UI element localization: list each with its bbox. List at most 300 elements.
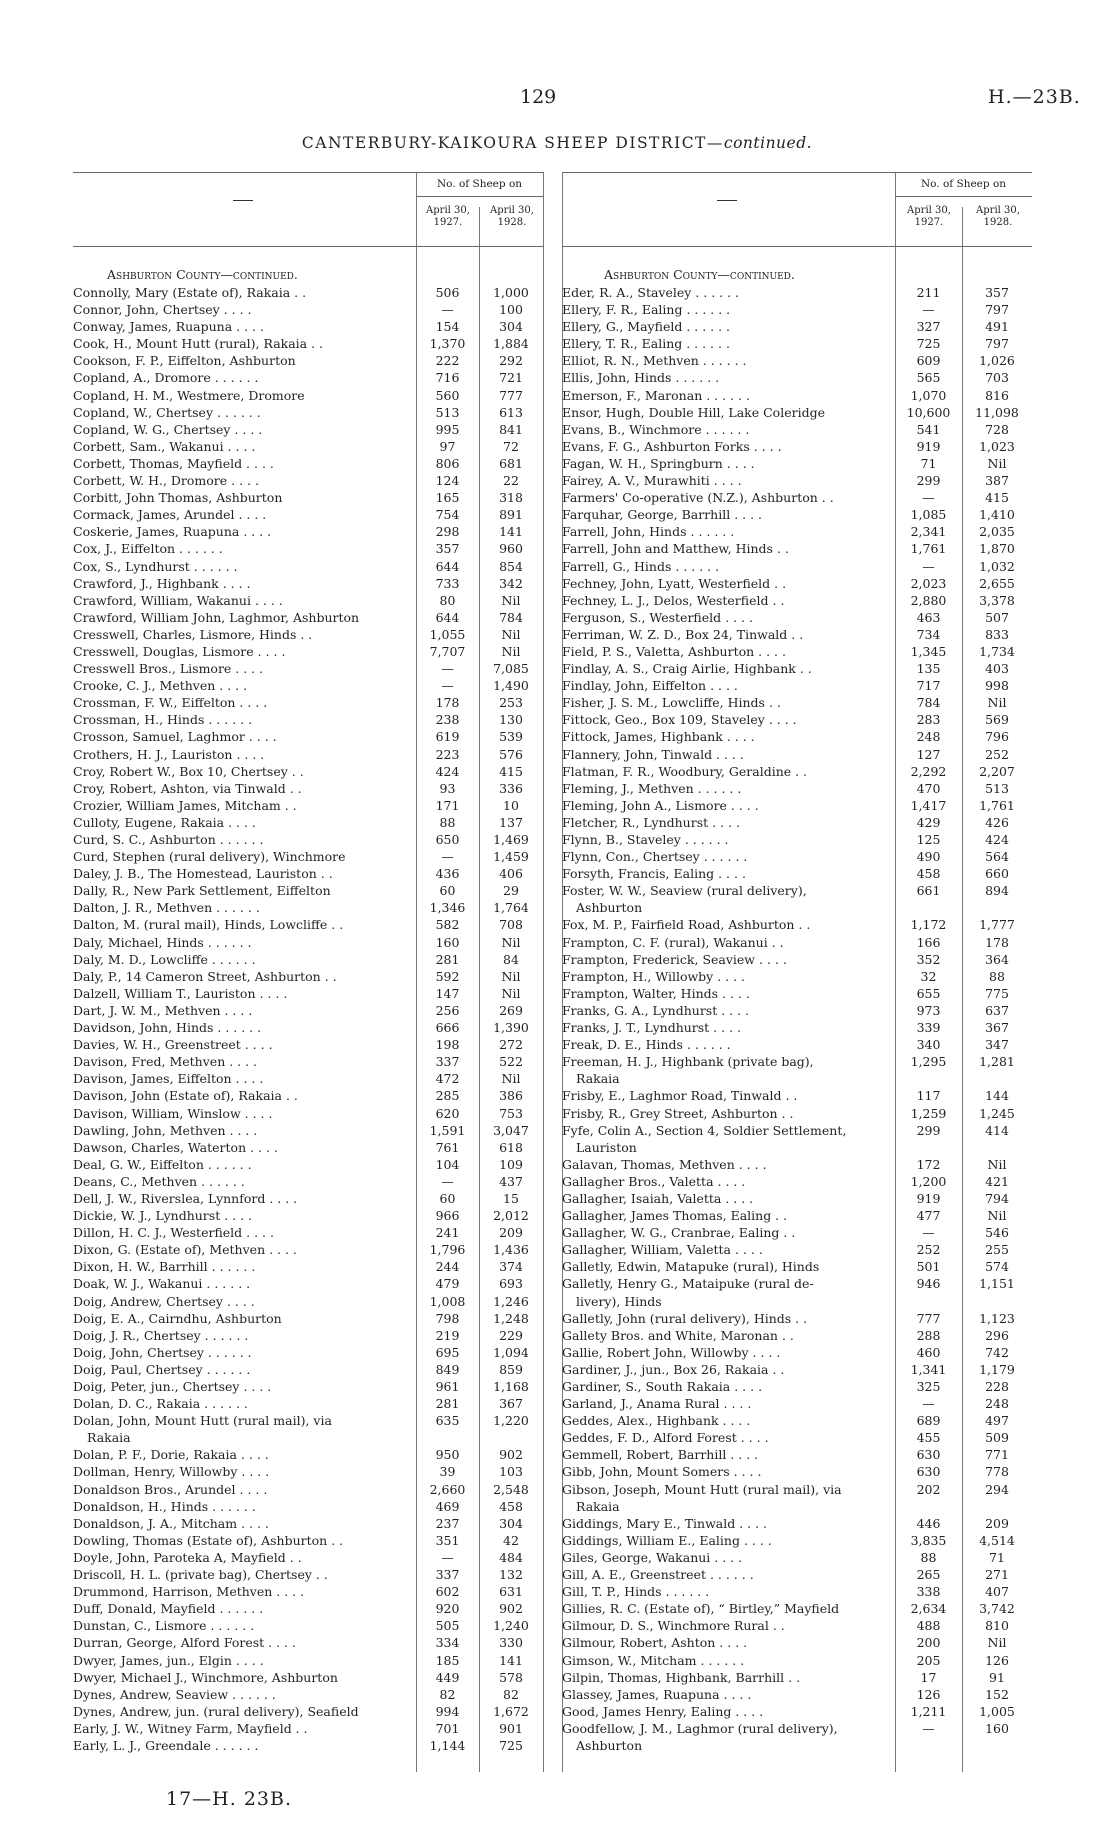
row-value-1928: Nil: [501, 643, 521, 659]
row-value-1928: Nil: [501, 934, 521, 950]
row-value-1927: 88: [920, 1549, 937, 1565]
row-value-1928: 1,281: [979, 1054, 1015, 1070]
row-name: Early, L. J., Greendale . . . . . .: [73, 1737, 259, 1753]
row-value-1928: 775: [985, 985, 1009, 1001]
table-row: [562, 1344, 1032, 1361]
row-value-1927: 716: [435, 370, 460, 386]
row-name: Cook, H., Mount Hutt (rural), Rakaia . .: [73, 336, 324, 352]
row-value-1927: 1,070: [910, 387, 947, 403]
table-row: [562, 626, 1032, 643]
row-value-1927: 351: [435, 1532, 460, 1548]
table-row: [73, 1344, 543, 1361]
table-row: [562, 404, 1032, 421]
row-value-1928: 660: [985, 866, 1009, 882]
right-header-col1: April 30, 1927.: [907, 205, 951, 228]
row-name: Dillon, H. C. J., Westerfield . . . .: [73, 1225, 274, 1241]
row-value-1927: 477: [916, 1208, 941, 1224]
table-row: [562, 1327, 1032, 1344]
row-value-1928: 137: [499, 814, 523, 830]
row-value-1927: [416, 1429, 479, 1446]
row-name: Davies, W. H., Greenstreet . . . .: [73, 1037, 273, 1053]
table-row: [562, 1669, 1032, 1686]
row-name: Conway, James, Ruapuna . . . .: [73, 319, 264, 335]
row-value-1928: 1,026: [979, 353, 1015, 369]
row-value-1927: 88: [439, 814, 456, 830]
table-row: [73, 1583, 543, 1600]
row-value-1927: 165: [435, 490, 460, 506]
table-row: [73, 421, 543, 438]
row-value-1928: 272: [499, 1037, 523, 1053]
row-value-1927: 60: [439, 883, 456, 899]
row-value-1928: 1,220: [493, 1413, 529, 1429]
row-value-1927: 285: [435, 1088, 460, 1104]
row-value-1928: 841: [499, 421, 523, 437]
table-row: [73, 318, 543, 335]
row-value-1927: 806: [435, 455, 460, 471]
table-row: [73, 780, 543, 797]
table-row: [73, 1173, 543, 1190]
row-value-1927: 202: [916, 1481, 941, 1497]
table-row: [562, 1378, 1032, 1395]
row-value-1928: 1,005: [979, 1703, 1015, 1719]
table-row: [562, 951, 1032, 968]
row-name: Dickie, W. J., Lyndhurst . . . .: [73, 1208, 253, 1224]
row-value-1928: 130: [499, 712, 523, 728]
row-name: Crawford, William, Wakanui . . . .: [73, 592, 283, 608]
table-row: [562, 1446, 1032, 1463]
row-value-1927: 1,591: [429, 1122, 466, 1138]
row-value-1928: 255: [985, 1242, 1009, 1258]
table-row: [73, 848, 543, 865]
row-value-1928: 1,023: [979, 438, 1015, 454]
row-name: Garland, J., Anama Rural . . . .: [562, 1396, 752, 1412]
table-row: [562, 865, 1032, 882]
row-name: Dalton, J. R., Methven . . . . . .: [73, 900, 260, 916]
row-value-1928: 574: [985, 1259, 1009, 1275]
row-value-1927: 644: [435, 558, 460, 574]
row-value-1928: 141: [499, 524, 523, 540]
table-row: [73, 746, 543, 763]
table-row: [562, 352, 1032, 369]
row-name: livery), Hinds: [576, 1293, 662, 1309]
row-name: Durran, George, Alford Forest . . . .: [73, 1635, 296, 1651]
table-row: [562, 609, 1032, 626]
row-value-1927: 339: [916, 1020, 941, 1036]
row-value-1927: 961: [435, 1379, 460, 1394]
row-value-1928: 902: [499, 1447, 523, 1463]
table-row: [73, 1395, 543, 1412]
row-value-1927: 2,660: [429, 1481, 466, 1497]
row-name: Giddings, Mary E., Tinwald . . . .: [562, 1515, 768, 1531]
right-header-col2: April 30, 1928.: [976, 205, 1020, 228]
row-name: Cookson, F. P., Eiffelton, Ashburton: [73, 353, 296, 369]
row-value-1928: 777: [499, 387, 523, 403]
row-name: Daly, M. D., Lowcliffe . . . . . .: [73, 951, 256, 967]
row-value-1928: 725: [499, 1737, 523, 1753]
row-value-1928: 484: [499, 1549, 523, 1565]
row-value-1928: 15: [503, 1190, 519, 1206]
table-row: [73, 558, 543, 575]
table-row: [73, 711, 543, 728]
row-name: Fleming, J., Methven . . . . . .: [562, 780, 742, 796]
row-name: Corbett, W. H., Dromore . . . .: [73, 473, 259, 489]
row-value-1927: 357: [435, 541, 460, 557]
row-name: Davison, John (Estate of), Rakaia . .: [73, 1088, 298, 1104]
table-row: [73, 1532, 543, 1549]
row-name: Gimson, W., Mitcham . . . . . .: [562, 1652, 745, 1668]
left-header-bottom-rule: [73, 246, 543, 247]
row-name: Fyfe, Colin A., Section 4, Soldier Settlement,: [562, 1122, 847, 1138]
table-row: [562, 882, 1032, 899]
row-value-1928: 304: [499, 319, 523, 335]
row-name: Galavan, Thomas, Methven . . . .: [562, 1156, 767, 1172]
row-name: Corbett, Sam., Wakanui . . . .: [73, 438, 256, 454]
row-value-1928: 1,436: [493, 1242, 529, 1258]
row-name: Freeman, H. J., Highbank (private bag),: [562, 1054, 814, 1070]
table-row: [562, 643, 1032, 660]
row-name: Drummond, Harrison, Methven . . . .: [73, 1584, 305, 1600]
row-name: Gilmour, D. S., Winchmore Rural . .: [562, 1618, 785, 1634]
row-value-1927: 655: [916, 985, 941, 1001]
row-value-1927: 644: [435, 609, 460, 625]
row-value-1927: [895, 1293, 962, 1310]
right-header-underline: [895, 196, 1032, 197]
left-header-col2: April 30, 1928.: [490, 205, 534, 228]
row-name: Foster, W. W., Seaview (rural delivery),: [562, 883, 807, 899]
row-value-1927: —: [922, 302, 935, 318]
row-value-1928: 491: [985, 319, 1009, 335]
row-value-1927: 325: [916, 1379, 941, 1394]
row-name: Dixon, H. W., Barrhill . . . . . .: [73, 1259, 256, 1275]
table-row: [73, 472, 543, 489]
table-row: [562, 934, 1032, 951]
row-value-1927: 717: [916, 678, 941, 694]
row-value-1928: 1,179: [979, 1361, 1015, 1377]
row-value-1927: 1,211: [910, 1703, 947, 1719]
row-value-1928: 458: [499, 1498, 523, 1514]
row-value-1928: 891: [499, 507, 523, 523]
row-name: Dawson, Charles, Waterton . . . .: [73, 1139, 278, 1155]
row-name: Curd, Stephen (rural delivery), Winchmore: [73, 849, 346, 865]
row-name: Early, J. W., Witney Farm, Mayfield . .: [73, 1720, 308, 1736]
left-header-col1: April 30, 1927.: [426, 205, 470, 228]
row-value-1928: 721: [499, 370, 523, 386]
row-value-1928: 1,672: [493, 1703, 529, 1719]
row-name: Copland, H. M., Westmere, Dromore: [73, 387, 305, 403]
row-value-1928: [479, 1429, 543, 1446]
row-value-1927: 281: [435, 1396, 460, 1412]
row-name: Ashburton: [576, 900, 643, 916]
row-name: Goodfellow, J. M., Laghmor (rural delivery),: [562, 1720, 838, 1736]
table-row: [73, 660, 543, 677]
row-value-1928: 1,094: [493, 1344, 529, 1360]
table-row: [562, 1515, 1032, 1532]
table-row: [73, 1241, 543, 1258]
row-value-1927: 104: [435, 1156, 460, 1172]
row-value-1928: 1,764: [493, 900, 529, 916]
row-value-1928: 84: [503, 951, 519, 967]
left-table-header: [73, 172, 543, 248]
row-value-1928: 854: [499, 558, 523, 574]
row-name: Dell, J. W., Riverslea, Lynnford . . . .: [73, 1190, 298, 1206]
left-section-label: Ashburton County—continued.: [107, 267, 298, 282]
table-row: [73, 728, 543, 745]
table-row: [562, 506, 1032, 523]
row-name: Farquhar, George, Barrhill . . . .: [562, 507, 763, 523]
table-row: [73, 352, 543, 369]
table-row: [73, 1463, 543, 1480]
row-value-1928: 1,032: [979, 558, 1015, 574]
row-value-1928: 901: [499, 1720, 523, 1736]
row-value-1928: 497: [985, 1413, 1009, 1429]
table-row: [562, 916, 1032, 933]
row-value-1928: 415: [499, 763, 523, 779]
row-name: Copland, W., Chertsey . . . . . .: [73, 404, 261, 420]
row-value-1927: 327: [916, 319, 941, 335]
table-row: [562, 1139, 1032, 1156]
row-value-1927: 39: [439, 1464, 456, 1480]
row-value-1928: 2,012: [493, 1208, 529, 1224]
row-value-1927: 2,292: [910, 763, 947, 779]
title-main: CANTERBURY-KAIKOURA SHEEP DISTRICT—: [301, 134, 724, 152]
table-row: [73, 694, 543, 711]
row-name: Fairey, A. V., Murawhiti . . . .: [562, 473, 742, 489]
title-continued: continued.: [723, 134, 813, 152]
row-name: Evans, B., Winchmore . . . . . .: [562, 421, 750, 437]
row-value-1928: 269: [499, 1002, 523, 1018]
row-value-1928: 82: [503, 1686, 519, 1702]
row-value-1927: 472: [435, 1071, 460, 1087]
row-value-1927: 777: [916, 1310, 941, 1326]
table-row: [562, 1498, 1032, 1515]
row-name: Frisby, E., Laghmor Road, Tinwald . .: [562, 1088, 798, 1104]
table-row: [562, 1737, 1032, 1754]
row-value-1928: 1,245: [979, 1105, 1015, 1121]
row-value-1927: 2,880: [910, 592, 947, 608]
table-row: [562, 1652, 1032, 1669]
row-name: Cox, S., Lyndhurst . . . . . .: [73, 558, 238, 574]
row-value-1928: 141: [499, 1652, 523, 1668]
row-name: Gibb, John, Mount Somers . . . .: [562, 1464, 762, 1480]
row-name: Frisby, R., Grey Street, Ashburton . .: [562, 1105, 794, 1121]
row-value-1928: 1,469: [493, 832, 529, 847]
table-row: [73, 1070, 543, 1087]
row-name: Freak, D. E., Hinds . . . . . .: [562, 1037, 731, 1053]
row-value-1927: 7,707: [429, 643, 466, 659]
table-row: [73, 1002, 543, 1019]
row-name: Cresswell, Douglas, Lismore . . . .: [73, 643, 286, 659]
row-value-1928: 374: [499, 1259, 523, 1275]
table-row: [562, 763, 1032, 780]
row-name: Donaldson, H., Hinds . . . . . .: [73, 1498, 256, 1514]
row-value-1928: 509: [985, 1430, 1009, 1446]
left-header-underline: [416, 196, 543, 197]
row-name: Deal, G. W., Eiffelton . . . . . .: [73, 1156, 252, 1172]
table-row: [562, 335, 1032, 352]
row-value-1928: 613: [499, 404, 523, 420]
row-value-1927: 630: [916, 1447, 941, 1463]
row-name: Ellery, F. R., Ealing . . . . . .: [562, 302, 731, 318]
table-row: [562, 1481, 1032, 1498]
row-value-1928: 271: [985, 1567, 1009, 1583]
row-value-1927: 920: [435, 1601, 460, 1617]
table-row: [562, 558, 1032, 575]
row-name: Fechney, John, Lyatt, Westerfield . .: [562, 575, 787, 591]
table-row: [562, 369, 1032, 386]
row-value-1927: [895, 1139, 962, 1156]
row-value-1927: 219: [435, 1327, 460, 1343]
table-row: [562, 1036, 1032, 1053]
row-name: Gallagher, William, Valetta . . . .: [562, 1242, 763, 1258]
row-value-1927: 1,259: [910, 1105, 947, 1121]
row-name: Farrell, John, Hinds . . . . . .: [562, 524, 735, 540]
row-name: Dolan, D. C., Rakaia . . . . . .: [73, 1396, 248, 1412]
table-row: [562, 1258, 1032, 1275]
row-value-1928: 1,777: [979, 917, 1015, 933]
row-value-1928: 810: [985, 1618, 1009, 1634]
row-value-1927: 701: [435, 1720, 460, 1736]
row-name: Gallagher, W. G., Cranbrae, Ealing . .: [562, 1225, 796, 1241]
row-value-1927: 436: [435, 866, 460, 882]
row-value-1928: 778: [985, 1464, 1009, 1480]
table-row: [73, 626, 543, 643]
row-value-1928: 522: [499, 1054, 523, 1070]
row-value-1927: 455: [916, 1430, 941, 1446]
row-name: Cresswell Bros., Lismore . . . .: [73, 661, 264, 677]
table-row: [562, 780, 1032, 797]
table-row: [562, 831, 1032, 848]
row-value-1928: 88: [989, 968, 1005, 984]
row-name: Gallagher, James Thomas, Ealing . .: [562, 1208, 788, 1224]
row-value-1928: Nil: [987, 695, 1007, 711]
table-row: [73, 1361, 543, 1378]
row-name: Findlay, John, Eiffelton . . . .: [562, 678, 738, 694]
row-value-1928: 71: [989, 1549, 1005, 1565]
row-name: Doak, W. J., Wakanui . . . . . .: [73, 1276, 251, 1292]
row-value-1927: 463: [916, 609, 941, 625]
table-row: [562, 575, 1032, 592]
table-row: [562, 711, 1032, 728]
table-row: [562, 1395, 1032, 1412]
table-row: [562, 797, 1032, 814]
row-value-1927: 501: [916, 1259, 941, 1275]
footer-signature: 17—H. 23B.: [166, 1788, 293, 1810]
row-name: Doig, J. R., Chertsey . . . . . .: [73, 1327, 249, 1343]
row-value-1928: 160: [985, 1720, 1009, 1736]
row-value-1927: —: [922, 1225, 935, 1241]
row-name: Daly, P., 14 Cameron Street, Ashburton . .: [73, 968, 337, 984]
row-value-1927: 265: [916, 1567, 941, 1583]
row-name: Frampton, C. F. (rural), Wakanui . .: [562, 934, 784, 950]
table-row: [562, 1720, 1032, 1737]
row-value-1928: 229: [499, 1327, 523, 1343]
row-value-1928: 426: [985, 814, 1009, 830]
row-value-1927: 338: [916, 1584, 941, 1600]
row-value-1928: 637: [985, 1002, 1009, 1018]
table-row: [562, 301, 1032, 318]
row-value-1928: 252: [985, 746, 1009, 762]
row-value-1928: 100: [499, 302, 523, 318]
table-row: [73, 1053, 543, 1070]
table-row: [562, 1549, 1032, 1566]
row-name: Doig, E. A., Cairndhu, Ashburton: [73, 1310, 282, 1326]
row-value-1928: 296: [985, 1327, 1009, 1343]
row-value-1928: 576: [499, 746, 523, 762]
table-row: [73, 1669, 543, 1686]
table-row: [73, 763, 543, 780]
row-value-1927: 1,144: [429, 1737, 466, 1753]
row-name: Rakaia: [576, 1071, 620, 1087]
left-header-dash: [233, 200, 253, 201]
table-row: [73, 540, 543, 557]
table-row: [562, 1532, 1032, 1549]
row-name: Gardiner, J., jun., Box 26, Rakaia . .: [562, 1361, 785, 1377]
table-row: [562, 728, 1032, 745]
row-value-1927: 469: [435, 1498, 460, 1514]
row-value-1928: 42: [503, 1532, 519, 1548]
row-value-1927: 127: [916, 746, 941, 762]
row-value-1927: 185: [435, 1652, 460, 1668]
row-value-1928: 3,742: [979, 1601, 1015, 1617]
table-row: [73, 1207, 543, 1224]
row-value-1927: 288: [916, 1327, 941, 1343]
row-name: Crossman, F. W., Eiffelton . . . .: [73, 695, 268, 711]
row-name: Daly, Michael, Hinds . . . . . .: [73, 934, 252, 950]
row-value-1928: 10: [503, 797, 519, 813]
row-value-1928: 414: [985, 1122, 1009, 1138]
row-name: Fox, M. P., Fairfield Road, Ashburton . .: [562, 917, 811, 933]
table-row: [73, 1327, 543, 1344]
row-value-1928: 248: [985, 1396, 1009, 1412]
table-row: [73, 951, 543, 968]
row-name: Donaldson, J. A., Mitcham . . . .: [73, 1515, 269, 1531]
row-name: Ensor, Hugh, Double Hill, Lake Coleridge: [562, 404, 825, 420]
table-row: [73, 1310, 543, 1327]
table-row: [562, 660, 1032, 677]
row-value-1928: 292: [499, 353, 523, 369]
row-value-1927: 449: [435, 1669, 460, 1685]
table-row: [562, 848, 1032, 865]
row-name: Flannery, John, Tinwald . . . .: [562, 746, 744, 762]
page-title: [0, 134, 1114, 152]
row-value-1927: [895, 1498, 962, 1515]
row-value-1928: 693: [499, 1276, 523, 1292]
row-value-1928: 2,655: [979, 575, 1015, 591]
row-value-1928: 894: [985, 883, 1009, 899]
row-name: Gallie, Robert John, Willowby . . . .: [562, 1344, 781, 1360]
row-value-1927: 166: [916, 934, 941, 950]
row-name: Dalton, M. (rural mail), Hinds, Lowcliffe . .: [73, 917, 344, 933]
row-value-1928: 1,151: [979, 1276, 1015, 1292]
row-value-1927: 1,341: [910, 1361, 947, 1377]
row-value-1928: Nil: [501, 985, 521, 1001]
table-row: [73, 1190, 543, 1207]
row-name: Frampton, Walter, Hinds . . . .: [562, 985, 750, 1001]
row-value-1928: 209: [499, 1225, 523, 1241]
table-row: [73, 575, 543, 592]
row-value-1927: 541: [916, 421, 941, 437]
row-name: Elliot, R. N., Methven . . . . . .: [562, 353, 747, 369]
table-row: [562, 472, 1032, 489]
row-value-1927: —: [441, 849, 454, 865]
row-value-1927: 10,600: [906, 404, 951, 420]
row-name: Davidson, John, Hinds . . . . . .: [73, 1020, 262, 1036]
row-value-1927: 733: [435, 575, 460, 591]
table-row: [73, 1617, 543, 1634]
row-value-1927: 602: [435, 1584, 460, 1600]
row-value-1927: 299: [916, 1122, 941, 1138]
row-value-1927: 666: [435, 1020, 460, 1036]
